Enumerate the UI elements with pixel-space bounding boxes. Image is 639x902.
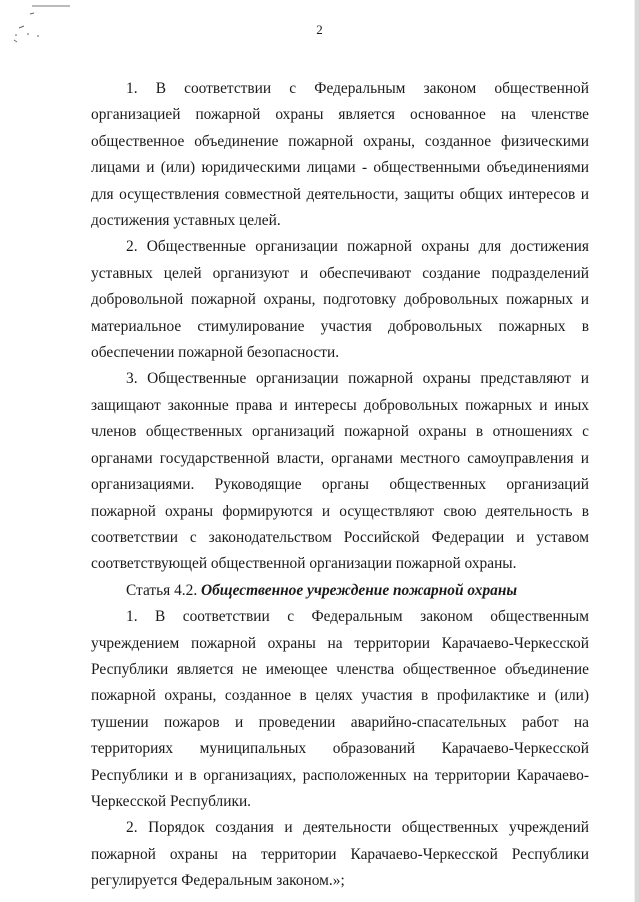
page-number: 2: [316, 22, 323, 37]
paragraph-4-1-2: 2. Общественные организации пожарной охраны для достижения уставных целей организуют и обеспечивают создание подразделений добровольной пожарной охраны, подготовку добровольных пожарных и материальное стимулирование участия добровольных пожарных в обеспечении пожарной безопасности.: [91, 238, 589, 362]
paragraph-4-2-1: 1. В соответствии с Федеральным законом общественным учреждением пожарной охраны на территории Карачаево-Черкесской Республики является не имеющее членства общественное объединение пожарной охраны, созданное в целях участия в профилактике и (или) тушении пожаров и проведении аварийно-спасательных работ на территориях муниципальных образований Карачаево-Черкесской Республики и в организациях, расположенных на территории Карачаево-Черкесской Республики.: [91, 608, 589, 810]
article-name: Общественное учреждение пожарной охраны: [201, 581, 518, 599]
document-body: [91, 76, 589, 895]
article-number: Статья 4.2.: [126, 581, 202, 599]
paragraph-4-1-3: 3. Общественные организации пожарной охраны представляют и защищают законные права и интересы добровольных пожарных и иных членов общественных организаций пожарной охраны в отношениях с органами государственной власти, органами местного самоуправления и организациями. Руководящие органы общественных организаций пожарной охраны формируются и осуществляют свою деятельность в соответствии с законодательством Российской Федерации и уставом соответствующей общественной организации пожарной охраны.: [91, 370, 589, 573]
paragraph-4-2-2: 2. Порядок создания и деятельности общественных учреждений пожарной охраны на территории Карачаево-Черкесской Республики регулируется Федеральным законом.»;: [91, 819, 589, 890]
article-heading: [91, 578, 589, 604]
scan-edge-line: [634, 0, 635, 902]
paragraph-4-1-1: 1. В соответствии с Федеральным законом общественной организацией пожарной охраны является основанное на членстве общественное объединение пожарной охраны, созданное физическими лицами и (или) юридическими лицами - общественными объединениями для осуществления совместной деятельности, защиты общих интересов и достижения уставных целей.: [91, 80, 589, 230]
scan-edge-shadow: [635, 0, 639, 902]
